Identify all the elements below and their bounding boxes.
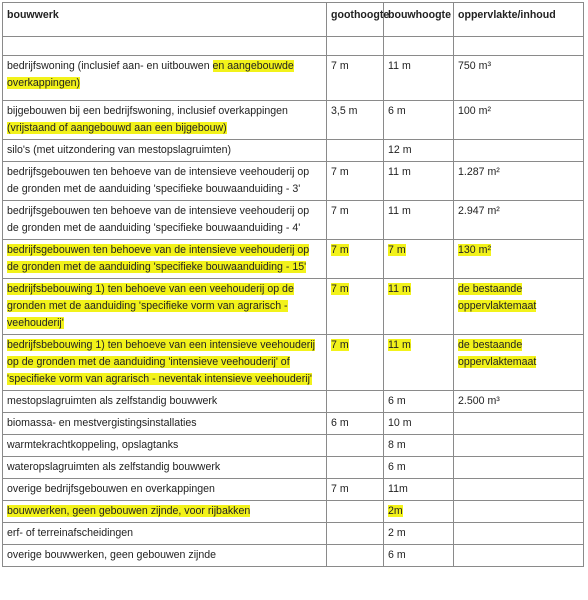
cell-oppervlakte xyxy=(454,501,584,523)
table-row xyxy=(3,201,584,240)
cell-text-segment: bedrijfsgebouwen ten behoeve van de intensieve veehouderij op de gronden met de aanduiding 'specifieke bouwaanduiding - 4' xyxy=(7,205,310,234)
cell-oppervlakte-value: 750 m³ xyxy=(458,60,491,72)
spacer-cell xyxy=(327,37,384,56)
cell-oppervlakte xyxy=(454,413,584,435)
cell-bouwhoogte-value: 11 m xyxy=(388,60,411,72)
cell-bouwhoogte xyxy=(384,391,454,413)
cell-bouwwerk xyxy=(3,435,327,457)
cell-text-segment: bijgebouwen bij een bedrijfswoning, inclusief overkappingen xyxy=(7,105,288,117)
cell-bouwhoogte-value: 11 m xyxy=(388,283,411,295)
table-row xyxy=(3,162,584,201)
cell-goothoogte-value: 7 m xyxy=(331,339,349,351)
cell-bouwhoogte-value: 2 m xyxy=(388,527,406,539)
cell-text-segment: silo's (met uitzondering van mestopslagruimten) xyxy=(7,144,231,156)
header-spacer-row xyxy=(3,37,584,56)
cell-goothoogte xyxy=(327,240,384,279)
cell-oppervlakte xyxy=(454,201,584,240)
table-row xyxy=(3,523,584,545)
cell-text-segment: bedrijfsgebouwen ten behoeve van de intensieve veehouderij op de gronden met de aanduiding 'specifieke bouwaanduiding - 3' xyxy=(7,166,310,195)
cell-text-segment: bouwwerken, geen gebouwen zijnde, voor rijbakken xyxy=(7,505,251,517)
table-header-row xyxy=(3,3,584,37)
table-row xyxy=(3,479,584,501)
cell-text-segment: overige bedrijfsgebouwen en overkappingen xyxy=(7,483,215,495)
cell-text-segment: en aangebouwde overkappingen) xyxy=(7,60,294,89)
cell-bouwhoogte xyxy=(384,240,454,279)
header-oppervlakte-inhoud: oppervlakte/inhoud xyxy=(454,3,584,37)
header-bouwhoogte: bouwhoogte xyxy=(384,3,454,37)
cell-bouwhoogte-value: 7 m xyxy=(388,244,406,256)
cell-bouwhoogte-value: 6 m xyxy=(388,549,406,561)
cell-bouwhoogte xyxy=(384,413,454,435)
cell-bouwhoogte-value: 11m xyxy=(388,483,408,495)
cell-goothoogte-value: 7 m xyxy=(331,483,349,495)
cell-oppervlakte xyxy=(454,545,584,567)
cell-bouwhoogte-value: 10 m xyxy=(388,417,412,429)
cell-bouwhoogte xyxy=(384,501,454,523)
cell-bouwhoogte xyxy=(384,279,454,335)
cell-bouwwerk xyxy=(3,413,327,435)
cell-goothoogte-value: 7 m xyxy=(331,166,349,178)
cell-bouwwerk xyxy=(3,523,327,545)
cell-bouwwerk xyxy=(3,140,327,162)
cell-bouwhoogte xyxy=(384,435,454,457)
cell-bouwhoogte-value: 11 m xyxy=(388,166,411,178)
cell-text-segment: bedrijfsgebouwen ten behoeve van de intensieve veehouderij op de gronden met de aanduiding 'specifieke bouwaanduiding - 15' xyxy=(7,244,310,273)
cell-text-segment: wateropslagruimten als zelfstandig bouwwerk xyxy=(7,461,221,473)
cell-text-segment: (vrijstaand of aangebouwd aan een bijgebouw) xyxy=(7,122,227,134)
cell-text-segment: mestopslagruimten als zelfstandig bouwwerk xyxy=(7,395,218,407)
cell-bouwwerk xyxy=(3,279,327,335)
cell-bouwwerk xyxy=(3,56,327,101)
cell-bouwhoogte xyxy=(384,457,454,479)
table-row xyxy=(3,101,584,140)
cell-oppervlakte xyxy=(454,391,584,413)
cell-bouwhoogte-value: 6 m xyxy=(388,105,406,117)
cell-goothoogte xyxy=(327,435,384,457)
cell-bouwhoogte xyxy=(384,335,454,391)
table-body xyxy=(3,56,584,567)
cell-goothoogte-value: 6 m xyxy=(331,417,349,429)
cell-oppervlakte xyxy=(454,479,584,501)
table-row xyxy=(3,545,584,567)
cell-goothoogte-value: 7 m xyxy=(331,205,349,217)
cell-bouwhoogte xyxy=(384,545,454,567)
cell-oppervlakte xyxy=(454,140,584,162)
cell-goothoogte xyxy=(327,201,384,240)
table-row xyxy=(3,413,584,435)
cell-oppervlakte-value: 1.287 m² xyxy=(458,166,500,178)
cell-bouwhoogte-value: 2m xyxy=(388,505,403,517)
table-row xyxy=(3,240,584,279)
cell-text-segment: biomassa- en mestvergistingsinstallaties xyxy=(7,417,197,429)
requirements-table-container xyxy=(2,2,584,567)
cell-text-segment: bedrijfswoning (inclusief aan- en uitbouwen xyxy=(7,60,213,72)
header-goothoogte: goothoogte xyxy=(327,3,384,37)
cell-goothoogte xyxy=(327,501,384,523)
cell-bouwwerk xyxy=(3,545,327,567)
cell-bouwhoogte-value: 6 m xyxy=(388,461,406,473)
cell-oppervlakte-value: 2.947 m² xyxy=(458,205,500,217)
cell-bouwhoogte xyxy=(384,162,454,201)
spacer-cell xyxy=(3,37,327,56)
cell-goothoogte xyxy=(327,457,384,479)
table-row xyxy=(3,56,584,101)
cell-goothoogte-value: 7 m xyxy=(331,283,349,295)
table-row xyxy=(3,435,584,457)
table-row xyxy=(3,391,584,413)
cell-text-segment: overige bouwwerken, geen gebouwen zijnde xyxy=(7,549,217,561)
cell-text-segment: bedrijfsbebouwing 1) ten behoeve van een intensieve veehouderij op de gronden met de aanduiding 'intensieve veehouderij' of 'specifieke vorm van agrarisch - neventak intensieve veehouderij' xyxy=(7,339,316,385)
cell-text-segment: warmtekrachtkoppeling, opslagtanks xyxy=(7,439,179,451)
cell-goothoogte xyxy=(327,279,384,335)
cell-goothoogte-value: 7 m xyxy=(331,244,349,256)
cell-bouwwerk xyxy=(3,101,327,140)
cell-goothoogte-value: 7 m xyxy=(331,60,349,72)
cell-goothoogte xyxy=(327,413,384,435)
cell-oppervlakte xyxy=(454,523,584,545)
cell-goothoogte xyxy=(327,140,384,162)
cell-oppervlakte xyxy=(454,335,584,391)
cell-bouwhoogte xyxy=(384,479,454,501)
cell-goothoogte-value: 3,5 m xyxy=(331,105,358,117)
cell-goothoogte xyxy=(327,545,384,567)
cell-oppervlakte-value: 2.500 m³ xyxy=(458,395,500,407)
cell-bouwhoogte-value: 11 m xyxy=(388,339,411,351)
cell-text-segment: bedrijfsbebouwing 1) ten behoeve van een veehouderij op de gronden met de aanduiding 'specifieke vorm van agrarisch - veehouderij' xyxy=(7,283,294,329)
cell-oppervlakte-value: de bestaande oppervlaktemaat xyxy=(458,283,537,312)
spacer-cell xyxy=(454,37,584,56)
cell-bouwhoogte-value: 12 m xyxy=(388,144,412,156)
cell-goothoogte xyxy=(327,479,384,501)
cell-bouwhoogte-value: 11 m xyxy=(388,205,411,217)
cell-text-segment: erf- of terreinafscheidingen xyxy=(7,527,134,539)
cell-goothoogte xyxy=(327,162,384,201)
cell-goothoogte xyxy=(327,101,384,140)
spacer-cell xyxy=(384,37,454,56)
cell-bouwwerk xyxy=(3,457,327,479)
cell-goothoogte xyxy=(327,335,384,391)
cell-bouwwerk xyxy=(3,391,327,413)
cell-bouwhoogte xyxy=(384,101,454,140)
cell-bouwwerk xyxy=(3,479,327,501)
cell-oppervlakte xyxy=(454,240,584,279)
table-row xyxy=(3,279,584,335)
cell-bouwhoogte xyxy=(384,140,454,162)
table-row xyxy=(3,457,584,479)
cell-oppervlakte xyxy=(454,435,584,457)
cell-oppervlakte xyxy=(454,162,584,201)
table-row xyxy=(3,501,584,523)
cell-bouwwerk xyxy=(3,335,327,391)
cell-oppervlakte xyxy=(454,279,584,335)
cell-bouwhoogte-value: 8 m xyxy=(388,439,406,451)
cell-bouwwerk xyxy=(3,162,327,201)
cell-bouwhoogte xyxy=(384,523,454,545)
cell-bouwhoogte xyxy=(384,201,454,240)
cell-goothoogte xyxy=(327,391,384,413)
header-bouwwerk: bouwwerk xyxy=(3,3,327,37)
building-requirements-table xyxy=(2,2,584,567)
cell-oppervlakte xyxy=(454,56,584,101)
cell-oppervlakte-value: 100 m² xyxy=(458,105,491,117)
cell-oppervlakte-value: 130 m² xyxy=(458,244,491,256)
cell-bouwwerk xyxy=(3,201,327,240)
cell-bouwwerk xyxy=(3,501,327,523)
table-row xyxy=(3,335,584,391)
cell-goothoogte xyxy=(327,56,384,101)
table-row xyxy=(3,140,584,162)
cell-bouwhoogte xyxy=(384,56,454,101)
cell-bouwhoogte-value: 6 m xyxy=(388,395,406,407)
cell-oppervlakte xyxy=(454,457,584,479)
cell-oppervlakte xyxy=(454,101,584,140)
cell-bouwwerk xyxy=(3,240,327,279)
cell-goothoogte xyxy=(327,523,384,545)
cell-oppervlakte-value: de bestaande oppervlaktemaat xyxy=(458,339,537,368)
